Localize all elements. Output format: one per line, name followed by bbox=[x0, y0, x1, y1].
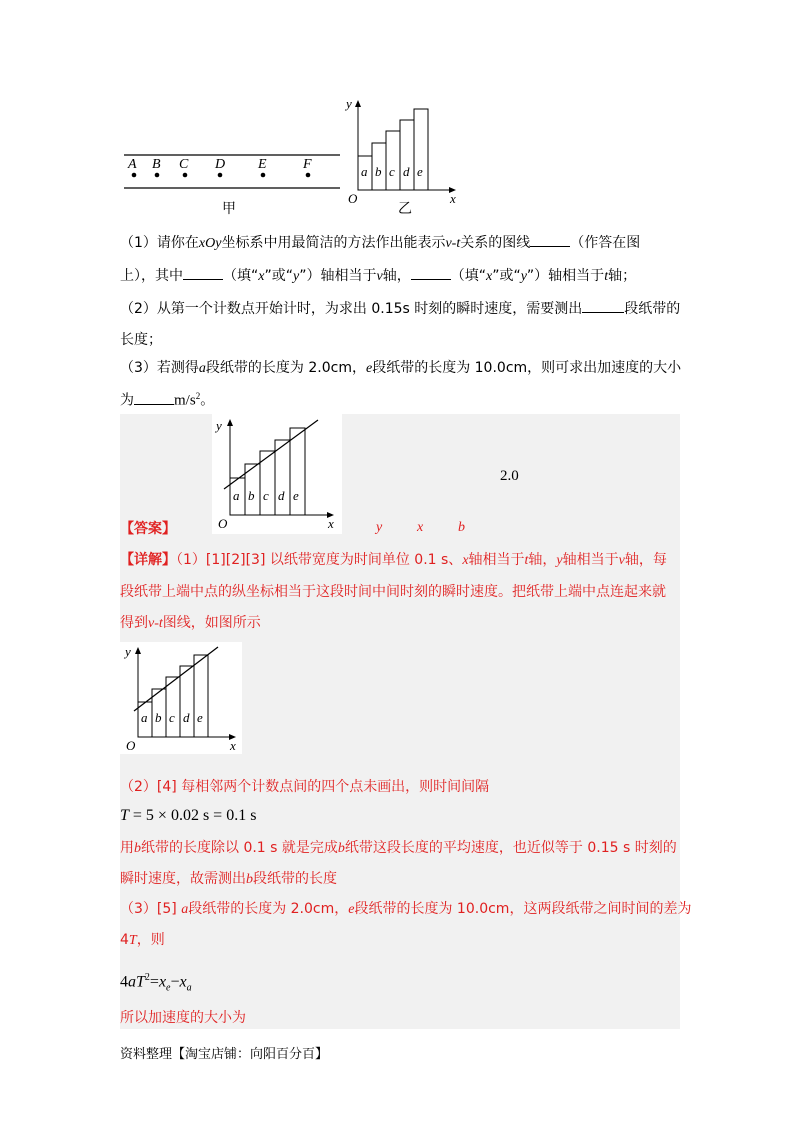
y-axis-label: y bbox=[346, 96, 352, 111]
detail-figure bbox=[120, 642, 245, 754]
origin-label: O bbox=[348, 191, 358, 206]
question-1-line-1: （1）请你在xOy坐标系中用最简洁的方法作出能表示v-t关系的图线 （作答在图 bbox=[120, 235, 641, 251]
point-label: B bbox=[152, 157, 161, 172]
strip-label: e bbox=[293, 488, 299, 503]
answer-blank bbox=[582, 312, 624, 313]
answer-y: y bbox=[376, 520, 383, 535]
strip-label: a bbox=[233, 488, 240, 503]
answer-blank bbox=[134, 404, 174, 405]
strip-label: a bbox=[361, 164, 368, 179]
strip-label: c bbox=[389, 164, 395, 179]
strip-label: b bbox=[155, 710, 162, 725]
question-3-line-1: （3）若测得a段纸带的长度为 2.0cm，e段纸带的长度为 10.0cm，则可求出加速度的大小 bbox=[120, 360, 682, 376]
answer-b: b bbox=[458, 520, 465, 535]
answer-value: 2.0 bbox=[500, 468, 519, 484]
x-axis-label: x bbox=[328, 516, 334, 531]
tape-strip bbox=[166, 677, 180, 737]
strip-label: b bbox=[375, 164, 382, 179]
tape-dot bbox=[132, 173, 137, 178]
point-label: F bbox=[303, 157, 312, 172]
detail-part-3-line-1: （3）[5] a段纸带的长度为 2.0cm，e段纸带的长度为 10.0cm，这两段纸带之间时间的差为 bbox=[120, 901, 692, 917]
vt-fit-line bbox=[224, 420, 318, 489]
tape-strip bbox=[275, 440, 290, 515]
question-1-line-2: 上），其中 （填“x”或“y”）轴相当于v轴， （填“x”或“y”）轴相当于t轴； bbox=[120, 268, 637, 284]
strip-label: d bbox=[183, 710, 190, 725]
tape-strip bbox=[400, 120, 414, 190]
question-2-line-1: （2）从第一个计数点开始计时，为求出 0.15s 时刻的瞬时速度，需要测出 段纸带的 bbox=[120, 301, 681, 317]
answer-label: 【答案】 bbox=[120, 521, 176, 537]
formula-acceleration: $4aT^2=x_e-x_a$ bbox=[120, 972, 192, 994]
origin-label: O bbox=[126, 738, 136, 753]
detail-line-2: 段纸带上端中点的纵坐标相当于这段时间中间时刻的瞬时速度。把纸带上端中点连起来就 bbox=[120, 584, 666, 600]
answer-blank bbox=[411, 279, 451, 280]
detail-part-3-line-3: 所以加速度的大小为 bbox=[120, 1010, 246, 1026]
tape-dot bbox=[306, 173, 311, 178]
answer-blank bbox=[530, 246, 570, 247]
point-label: D bbox=[215, 157, 226, 172]
strip-label: c bbox=[263, 488, 269, 503]
detail-line-3: 得到v-t图线，如图所示 bbox=[120, 615, 261, 631]
strip-label: b bbox=[248, 488, 255, 503]
point-label: A bbox=[128, 157, 137, 172]
strip-label: c bbox=[169, 710, 175, 725]
strip-label: d bbox=[278, 488, 285, 503]
answer-figure bbox=[212, 414, 342, 534]
strip-label: a bbox=[141, 710, 148, 725]
detail-line-1: 【详解】（1）[1][2][3] 以纸带宽度为时间单位 0.1 s、x轴相当于t轴，y轴相当于v轴，每 bbox=[120, 552, 667, 568]
strip-label: e bbox=[417, 164, 423, 179]
figure-jia-caption: 甲 bbox=[222, 201, 236, 217]
question-2-line-2: 长度； bbox=[120, 332, 162, 348]
tape-strip bbox=[180, 666, 194, 737]
strip-label: e bbox=[197, 710, 203, 725]
strip-label: d bbox=[403, 164, 410, 179]
footer-credit: 资料整理【淘宝店铺：向阳百分百】 bbox=[120, 1047, 329, 1062]
point-label: E bbox=[258, 157, 267, 172]
origin-label: O bbox=[218, 516, 228, 531]
answer-blank bbox=[183, 279, 223, 280]
detail-part-2-line-1: （2）[4] 每相邻两个计数点间的四个点未画出，则时间间隔 bbox=[120, 779, 490, 795]
y-axis-label: y bbox=[216, 418, 222, 433]
detail-part-3-line-2: 4T，则 bbox=[120, 932, 165, 948]
tape-dot bbox=[183, 173, 188, 178]
formula-T: T = 5 × 0.02 s = 0.1 s bbox=[120, 807, 257, 824]
tape-dot bbox=[218, 173, 223, 178]
x-axis-label: x bbox=[450, 191, 456, 206]
point-label: C bbox=[179, 157, 189, 172]
detail-part-2-line-2: 用b纸带的长度除以 0.1 s 就是完成b纸带这段长度的平均速度，也近似等于 0.15 s 时刻的 bbox=[120, 840, 677, 856]
tape-dot bbox=[155, 173, 160, 178]
tape-strip bbox=[386, 131, 400, 190]
detail-part-2-line-3: 瞬时速度，故需测出b段纸带的长度 bbox=[120, 871, 337, 887]
answer-x: x bbox=[417, 520, 424, 535]
y-axis-label: y bbox=[125, 644, 131, 659]
tape-dot bbox=[261, 173, 266, 178]
x-axis-label: x bbox=[230, 738, 236, 753]
vt-fit-line bbox=[134, 647, 218, 711]
question-3-line-2: 为 $m/s^2$。 bbox=[120, 391, 215, 409]
figure-yi-caption: 乙 bbox=[398, 201, 412, 217]
